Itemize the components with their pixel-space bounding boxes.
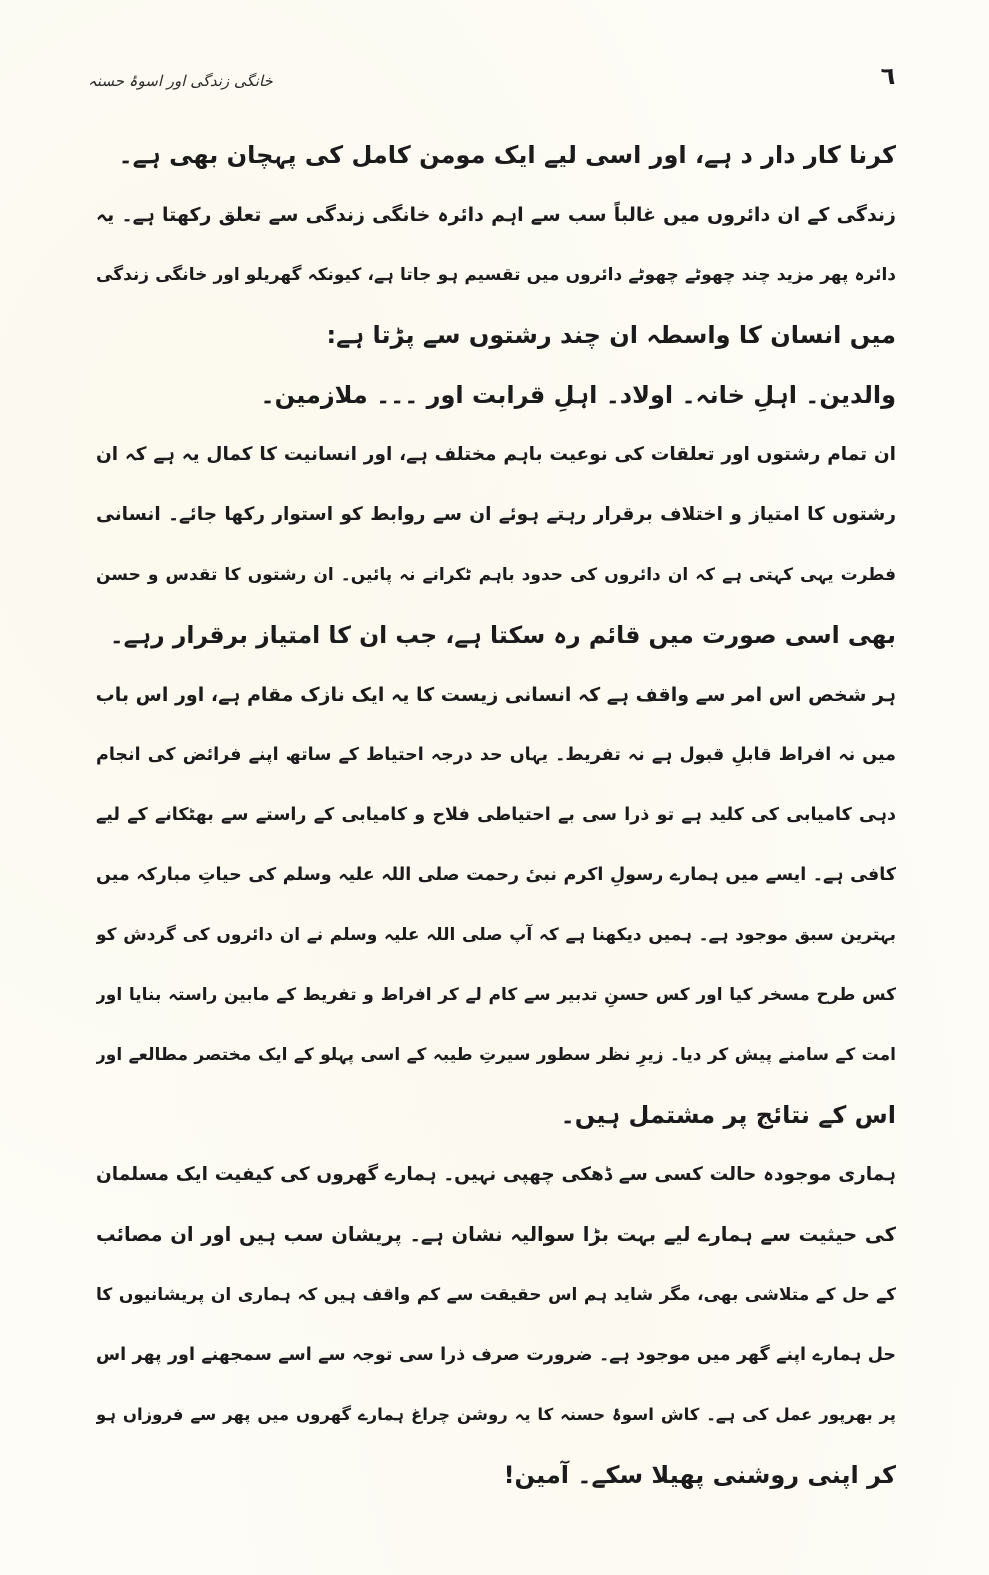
text-line: ہماری موجودہ حالت کسی سے ڈھکی چھپی نہیں۔ ہمارے گھروں کی کیفیت ایک مسلمان: [96, 1164, 896, 1185]
text-line: میں انسان کا واسطہ ان چند رشتوں سے پڑتا ہے:: [326, 321, 896, 349]
text-line: امت کے سامنے پیش کر دیا۔ زیرِ نظر سطور سیرتِ طیبہ کے اسی پہلو کے ایک مختصر مطالعے اور: [96, 1045, 896, 1065]
text-line: کرنا کار دار د ہے، اور اسی لیے ایک مومن کامل کی پہچان بھی ہے۔: [118, 141, 896, 169]
text-line: بہترین سبق موجود ہے۔ ہمیں دیکھنا ہے کہ آپ صلی اللہ علیہ وسلم نے ان دائروں کی گردش کو: [96, 925, 896, 945]
body-text: [96, 125, 896, 1505]
text-line: کی حیثیت سے ہمارے لیے بہت بڑا سوالیہ نشان ہے۔ پریشان سب ہیں اور ان مصائب: [96, 1223, 896, 1246]
text-line: زندگی کے ان دائروں میں غالباً سب سے اہم دائرہ خانگی زندگی سے تعلق رکھتا ہے۔ یہ: [96, 204, 896, 226]
text-line: پر بھرپور عمل کی ہے۔ کاش اسوۂ حسنہ کا یہ روشن چراغ ہمارے گھروں میں پھر سے فروزاں ہو: [96, 1405, 896, 1424]
text-line: کس طرح مسخر کیا اور کس حسنِ تدبیر سے کام لے کر افراط و تفریط کے مابین راستہ بنایا اور: [96, 985, 896, 1005]
text-line: فطرت یہی کہتی ہے کہ ان دائروں کی حدود باہم ٹکرانے نہ پائیں۔ ان رشتوں کا تقدس و حسن: [96, 565, 896, 585]
text-line: میں نہ افراط قابلِ قبول ہے نہ تفریط۔ یہاں حد درجہ احتیاط کے ساتھ اپنے فرائض کی انجام: [96, 745, 896, 765]
running-header-title: خانگی زندگی اور اسوۂ حسنہ: [88, 72, 273, 90]
text-line: بھی اسی صورت میں قائم رہ سکتا ہے، جب ان کا امتیاز برقرار رہے۔: [109, 621, 896, 649]
text-line: ہر شخص اس امر سے واقف ہے کہ انسانی زیست کا یہ ایک نازک مقام ہے، اور اس باب: [96, 684, 896, 706]
text-line: کر اپنی روشنی پھیلا سکے۔ آمین!: [503, 1461, 896, 1489]
text-line: اس کے نتائج پر مشتمل ہیں۔: [560, 1101, 896, 1129]
page-number: ٦: [880, 62, 896, 90]
text-line: رشتوں کا امتیاز و اختلاف برقرار رہتے ہوئے ان سے روابط کو استوار رکھا جائے۔ انسانی: [96, 504, 896, 525]
text-line: والدین۔ اہلِ خانہ۔ اولاد۔ اہلِ قرابت اور ۔۔۔ ملازمین۔: [260, 381, 896, 409]
text-line: دائرہ پھر مزید چند چھوٹے چھوٹے دائروں میں تقسیم ہو جاتا ہے، کیونکہ گھریلو اور خانگی زندگی: [96, 265, 896, 285]
text-line: کافی ہے۔ ایسے میں ہمارے رسولِ اکرم نبیٔ رحمت صلی اللہ علیہ وسلم کی حیاتِ مبارکہ میں: [96, 865, 896, 885]
text-line: ان تمام رشتوں اور تعلقات کی نوعیت باہم مختلف ہے، اور انسانیت کا کمال یہ ہے کہ ان: [96, 444, 896, 465]
text-line: حل ہمارے اپنے گھر میں موجود ہے۔ ضرورت صرف ذرا سی توجہ سے اسے سمجھنے اور پھر اس: [96, 1345, 896, 1365]
text-line: دہی کامیابی کی کلید ہے تو ذرا سی بے احتیاطی فلاح و کامیابی کے راستے سے بھٹکانے کے لیے: [96, 805, 896, 825]
text-line: کے حل کے متلاشی بھی، مگر شاید ہم اس حقیقت سے کم واقف ہیں کہ ہماری ان پریشانیوں کا: [96, 1285, 896, 1305]
